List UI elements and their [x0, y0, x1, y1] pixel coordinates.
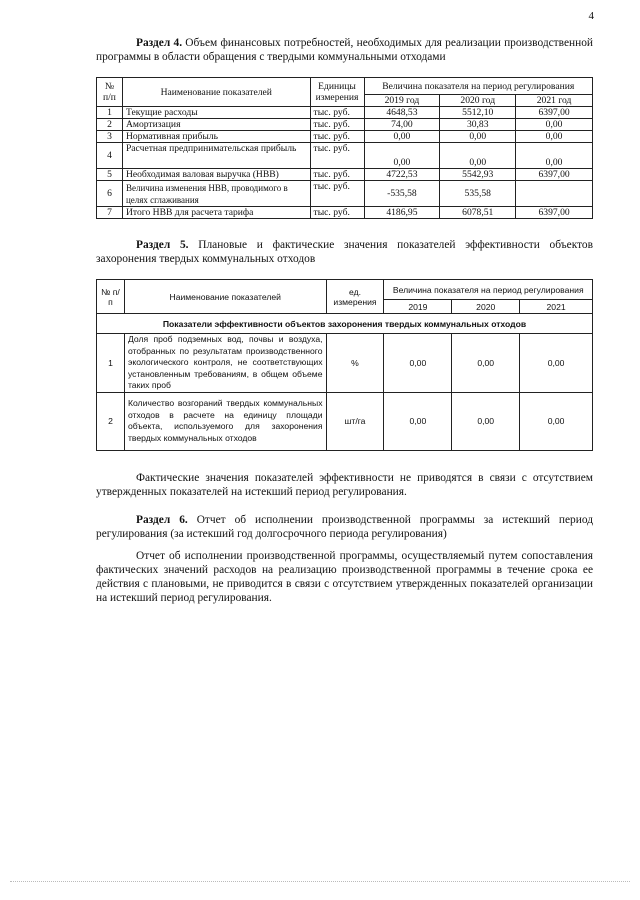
t2-header-year: 2021	[520, 300, 593, 314]
row-unit: тыс. руб.	[310, 143, 364, 169]
table-row	[97, 334, 593, 393]
t1-header-num: № п/п	[97, 78, 123, 107]
row-name: Количество возгораний твердых коммунальных отходов в расчете на единицу площади объекта, используемого для захоронения твердых коммунальных отходов	[124, 392, 326, 450]
report-paragraph: Отчет об исполнении производственной программы, осуществляемый путем сопоставления фактических значений расходов на реализацию производственной программы в течение срока ее действия с плановыми, не приводится в связи с отсутствием утвержденных показателей организации на истекший период регулирования.	[96, 550, 593, 604]
page-number: 4	[588, 10, 594, 22]
t2-header-num: № п/п	[97, 280, 125, 314]
row-value: 74,00	[364, 119, 440, 131]
table-row	[97, 169, 593, 181]
table-row	[97, 119, 593, 131]
row-value: 0,00	[520, 392, 593, 450]
section5-heading	[96, 238, 593, 266]
t1-header-year: 2019 год	[364, 95, 440, 107]
row-unit: тыс. руб.	[310, 119, 364, 131]
section4-label: Раздел 4.	[136, 37, 183, 49]
section4-text: Объем финансовых потребностей, необходимых для реализации производственной программы в области обращения с твердыми коммунальными отходами	[96, 37, 593, 63]
row-value: 0,00	[440, 143, 516, 169]
row-value: 0,00	[516, 131, 593, 143]
row-name: Расчетная предпринимательская прибыль	[122, 143, 310, 169]
row-name: Необходимая валовая выручка (НВВ)	[122, 169, 310, 181]
row-value: 0,00	[440, 131, 516, 143]
row-value: 535,58	[440, 181, 516, 207]
row-value: -535,58	[364, 181, 440, 207]
row-name: Нормативная прибыль	[122, 131, 310, 143]
t1-header-period: Величина показателя на период регулирования	[364, 78, 593, 95]
section6-text: Отчет об исполнении производственной программы за истекший период регулирования (за истекший год долгосрочного периода регулирования)	[96, 514, 593, 540]
row-value: 0,00	[384, 334, 452, 393]
row-value: 0,00	[364, 143, 440, 169]
row-value: 4722,53	[364, 169, 440, 181]
row-number: 1	[97, 107, 123, 119]
row-unit: тыс. руб.	[310, 107, 364, 119]
row-value: 5542,93	[440, 169, 516, 181]
row-value: 0,00	[364, 131, 440, 143]
fact-values-paragraph: Фактические значения показателей эффективности не приводятся в связи с отсутствием утвержденных показателей на истекший период регулирования.	[96, 472, 593, 498]
row-name: Величина изменения НВВ, проводимого в целях сглаживания	[122, 181, 310, 207]
table-row	[97, 181, 593, 207]
row-number: 1	[97, 334, 125, 393]
row-number: 2	[97, 119, 123, 131]
row-value: 4648,53	[364, 107, 440, 119]
row-value: 5512,10	[440, 107, 516, 119]
row-unit: тыс. руб.	[310, 169, 364, 181]
t1-header-year: 2020 год	[440, 95, 516, 107]
row-name: Амортизация	[122, 119, 310, 131]
row-value: 6078,51	[440, 207, 516, 219]
row-value: 6397,00	[516, 107, 593, 119]
section5-label: Раздел 5.	[136, 239, 189, 251]
section6-heading	[96, 513, 593, 541]
efficiency-indicators-table	[96, 279, 593, 451]
row-value: 0,00	[452, 392, 520, 450]
row-unit: тыс. руб.	[310, 181, 364, 207]
section6-label: Раздел 6.	[136, 514, 188, 526]
t2-header-period: Величина показателя на период регулирования	[384, 280, 593, 300]
row-value	[516, 181, 593, 207]
page-bottom-rule	[10, 881, 630, 882]
table-row	[97, 143, 593, 169]
row-name: Итого НВВ для расчета тарифа	[122, 207, 310, 219]
t2-header-unit: ед. измерения	[326, 280, 384, 314]
t2-group-heading: Показатели эффективности объектов захоронения твердых коммунальных отходов	[97, 314, 593, 334]
row-value: 0,00	[516, 119, 593, 131]
row-value: 4186,95	[364, 207, 440, 219]
row-unit: шт/га	[326, 392, 384, 450]
row-number: 7	[97, 207, 123, 219]
row-name: Доля проб подземных вод, почвы и воздуха, отобранных по результатам производственного экологического контроля, не соответствующих установленным требованиям, в общем объеме таких проб	[124, 334, 326, 393]
row-value: 0,00	[516, 143, 593, 169]
section4-heading	[96, 36, 593, 64]
row-number: 2	[97, 392, 125, 450]
row-value: 6397,00	[516, 169, 593, 181]
row-value: 6397,00	[516, 207, 593, 219]
table-row	[97, 131, 593, 143]
row-name: Текущие расходы	[122, 107, 310, 119]
row-number: 6	[97, 181, 123, 207]
row-unit: %	[326, 334, 384, 393]
financial-needs-table	[96, 77, 593, 219]
t1-header-name: Наименование показателей	[122, 78, 310, 107]
t1-header-unit: Единицы измерения	[310, 78, 364, 107]
table-row	[97, 107, 593, 119]
t2-header-name: Наименование показателей	[124, 280, 326, 314]
table-row	[97, 207, 593, 219]
row-number: 3	[97, 131, 123, 143]
row-value: 0,00	[520, 334, 593, 393]
t2-header-year: 2019	[384, 300, 452, 314]
row-value: 0,00	[384, 392, 452, 450]
section5-text: Плановые и фактические значения показателей эффективности объектов захоронения твердых коммунальных отходов	[96, 239, 593, 265]
row-value: 30,83	[440, 119, 516, 131]
t2-header-year: 2020	[452, 300, 520, 314]
table-row	[97, 392, 593, 450]
row-number: 5	[97, 169, 123, 181]
t1-header-year: 2021 год	[516, 95, 593, 107]
row-value: 0,00	[452, 334, 520, 393]
row-unit: тыс. руб.	[310, 131, 364, 143]
row-unit: тыс. руб.	[310, 207, 364, 219]
row-number: 4	[97, 143, 123, 169]
